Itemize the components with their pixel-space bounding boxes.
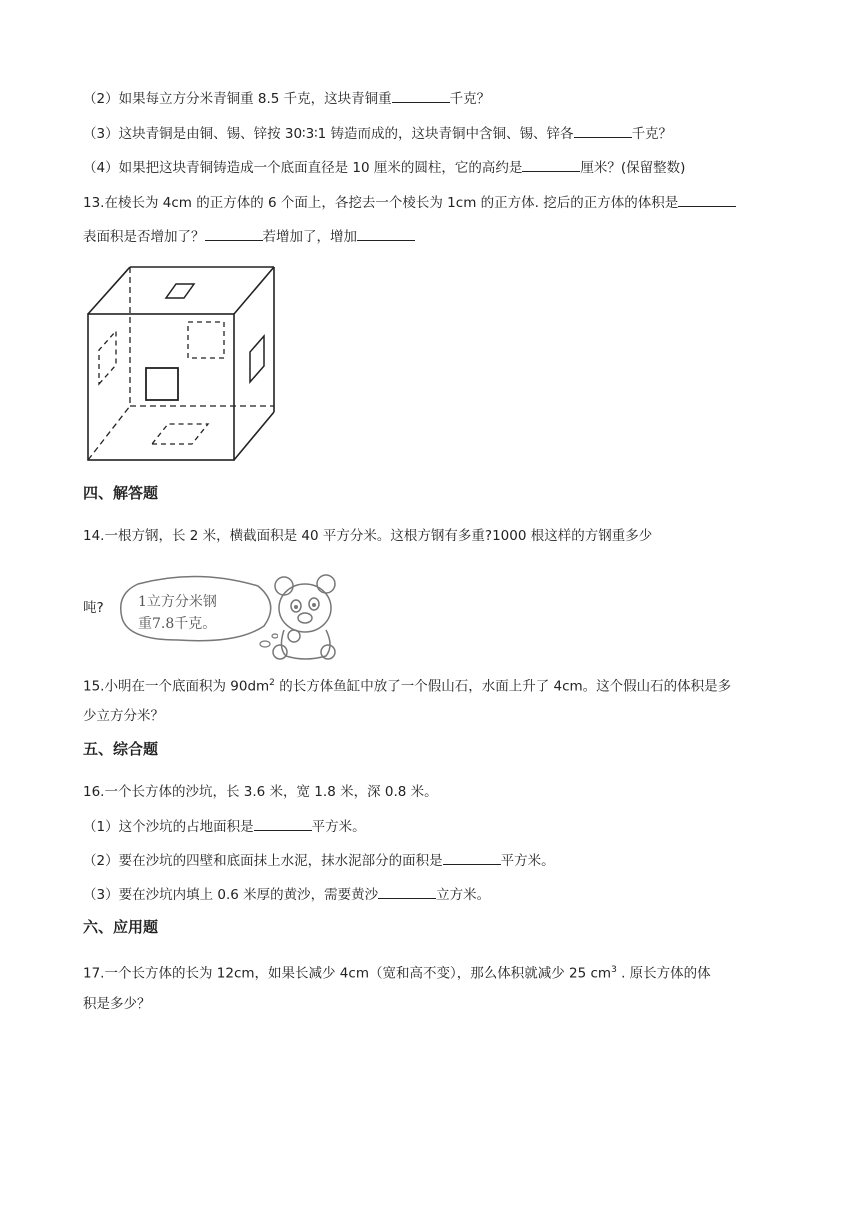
q14-line2: 吨? xyxy=(83,600,104,616)
q16-part1-unit: 平方米。 xyxy=(311,819,366,835)
q16-line1: 16.一个长方体的沙坑，长 3.6 米，宽 1.8 米，深 0.8 米。 xyxy=(83,784,438,800)
q12-part2-text: （2）如果每立方分米青铜重 8.5 千克，这块青铜重 xyxy=(83,91,392,107)
q13-line2 xyxy=(83,226,415,247)
answer-blank[interactable] xyxy=(392,88,450,103)
q16-part1-text: （1）这个沙坑的占地面积是 xyxy=(83,819,254,835)
q15-line2: 少立方分米？ xyxy=(83,708,164,724)
q17-line1 xyxy=(83,960,711,984)
answer-blank[interactable] xyxy=(443,850,501,865)
answer-blank[interactable] xyxy=(205,226,263,241)
cube-front-face xyxy=(88,314,234,460)
q15-text: 15.小明在一个底面积为 90dm xyxy=(83,678,270,695)
front-hole xyxy=(146,368,178,400)
q13-text-surface: 表面积是否增加了？ xyxy=(83,229,205,245)
answer-blank[interactable] xyxy=(678,192,736,207)
q17-text-cont: . 原长方体的体 xyxy=(616,965,711,982)
q16-part3 xyxy=(83,884,490,905)
q16-part3-text: （3）要在沙坑内填上 0.6 米厚的黄沙，需要黄沙 xyxy=(83,887,379,903)
q12-part3 xyxy=(83,123,672,144)
bubble-text-line1: 1立方分米钢 xyxy=(138,594,217,610)
q13-text-increase: 若增加了，增加 xyxy=(262,229,357,245)
answer-blank[interactable] xyxy=(254,816,312,831)
answer-blank[interactable] xyxy=(522,157,580,172)
q15-text-cont: 的长方体鱼缸中放了一个假山石，水面上升了 4cm。这个假山石的体积是多 xyxy=(274,678,732,695)
speech-bubble xyxy=(118,574,278,664)
q16-part2-unit: 平方米。 xyxy=(500,853,555,869)
q13-line1 xyxy=(83,192,736,213)
q17-line2: 积是多少？ xyxy=(83,996,151,1012)
answer-blank[interactable] xyxy=(378,884,436,899)
bottom-hole xyxy=(152,424,208,444)
bubble-text-line2: 重7.8千克。 xyxy=(138,616,217,632)
q15-line1 xyxy=(83,673,731,697)
q16-part2-text: （2）要在沙坑的四壁和底面抹上水泥，抹水泥部分的面积是 xyxy=(83,853,443,869)
section-heading-6: 六、应用题 xyxy=(83,918,159,936)
q12-part4-text: （4）如果把这块青铜铸造成一个底面直径是 10 厘米的圆柱，它的高约是 xyxy=(83,160,523,176)
q16-part3-unit: 立方米。 xyxy=(436,887,491,903)
answer-blank[interactable] xyxy=(574,123,632,138)
q12-part2-unit: 千克？ xyxy=(449,91,491,107)
cube-figure xyxy=(84,264,284,464)
q13-text: 13.在棱长为 4cm 的正方体的 6 个面上，各挖去一个棱长为 1cm 的正方体. 挖后的正方体的体积是 xyxy=(83,195,679,211)
superscript: 2 xyxy=(269,678,275,688)
q17-text: 17.一个长方体的长为 12cm，如果长减少 4cm（宽和高不变），那么体积就减少 25 cm xyxy=(83,965,612,982)
top-hole xyxy=(166,284,194,298)
left-hole xyxy=(99,331,116,384)
q12-part3-unit: 千克？ xyxy=(631,126,673,142)
q16-part1 xyxy=(83,816,366,837)
q12-part4 xyxy=(83,157,685,178)
section-heading-4: 四、解答题 xyxy=(83,484,159,502)
q12-part2 xyxy=(83,88,490,109)
back-hole xyxy=(188,322,224,358)
q12-part3-text: （3）这块青铜是由铜、锡、锌按 30∶3∶1 铸造而成的，这块青铜中含铜、锡、锌各 xyxy=(83,126,574,142)
answer-blank[interactable] xyxy=(357,226,415,241)
q16-part2 xyxy=(83,850,555,871)
superscript: 3 xyxy=(611,965,617,975)
bear-illustration xyxy=(268,574,346,660)
q12-part4-unit: 厘米？(保留整数) xyxy=(580,160,686,176)
q14-line1: 14.一根方钢，长 2 米，横截面积是 40 平方分米。这根方钢有多重?1000 根这样的方钢重多少 xyxy=(83,528,653,544)
right-hole xyxy=(250,336,264,382)
section-heading-5: 五、综合题 xyxy=(83,740,159,758)
